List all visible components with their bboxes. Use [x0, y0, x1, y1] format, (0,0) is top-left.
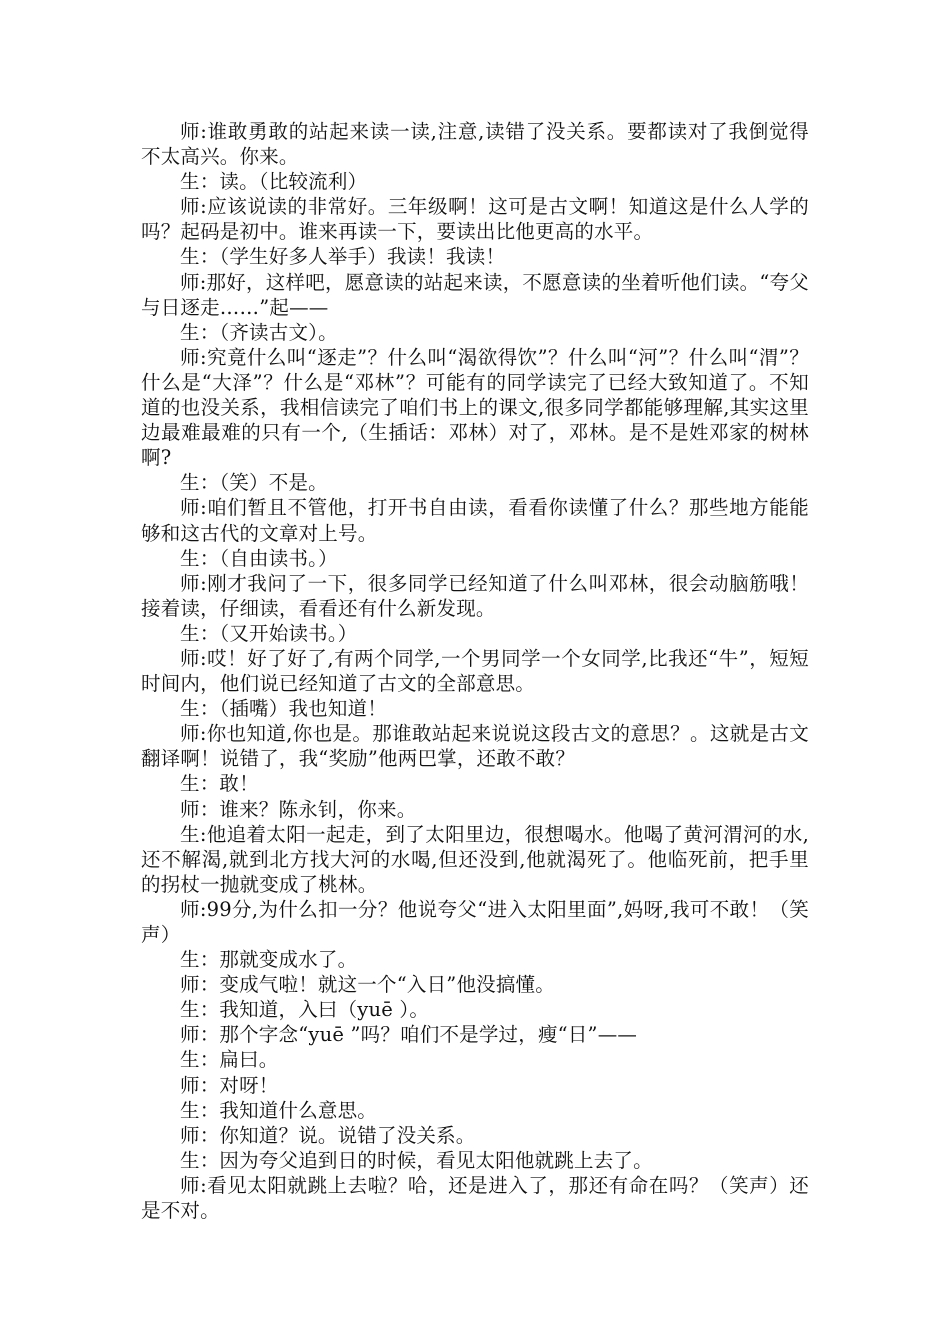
- paragraph-27: 师：你知道？说。说错了没关系。: [180, 1123, 476, 1147]
- paragraph-14: 生：（插嘴）我也知道！: [180, 697, 387, 721]
- paragraph-11: 师:刚才我问了一下，很多同学已经知道了什么叫邓林，很会动脑筋哦！接着读，仔细读，看看还有什么新发现。: [141, 571, 809, 620]
- paragraph-29: 师:看见太阳就跳上去啦？哈，还是进入了，那还有命在吗？（笑声）还是不对。: [141, 1173, 809, 1223]
- paragraph-12: 生：（又开始读书。）: [180, 621, 358, 645]
- paragraph-21: 师：变成气啦！就这一个“入日”他没搞懂。: [180, 973, 555, 997]
- paragraph-3: 师:应该说读的非常好。三年级啊！这可是古文啊！知道这是什么人学的吗？起码是初中。谁来再读一下，要读出比他更高的水平。: [141, 195, 809, 244]
- paragraph-15: 师:你也知道,你也是。那谁敢站起来说说这段古文的意思？。这就是古文翻译啊！说错了，我“奖励”他两巴掌，还敢不敢？: [141, 722, 809, 771]
- paragraph-7: 师:究竟什么叫“逐走”？什么叫“渴欲得饮”？什么叫“河”？什么叫“渭”？什么是“大泽”？什么是“邓林”？可能有的同学读完了已经大致知道了。不知道的也没关系，我相信读完了咱们书上的课文,很多同学都能够理解,其实这里边最难最难的只有一个,（生插话：邓林）对了，邓林。是不是姓邓家的树林啊?: [141, 345, 809, 470]
- paragraph-8: 生：（笑）不是。: [180, 471, 328, 495]
- paragraph-13: 师:哎！好了好了,有两个同学,一个男同学一个女同学,比我还“牛”，短短时间内，他们说已经知道了古文的全部意思。: [141, 646, 809, 696]
- paragraph-19: 师:99分,为什么扣一分？他说夸父“进入太阳里面”,妈呀,我可不敢！（笑声）: [141, 897, 809, 946]
- paragraph-24: 生：扁曰。: [180, 1048, 279, 1072]
- document-page: [141, 119, 809, 1223]
- paragraph-20: 生：那就变成水了。: [180, 948, 358, 972]
- paragraph-10: 生：（自由读书。）: [180, 546, 338, 570]
- paragraph-6: 生：（齐读古文）。: [180, 320, 338, 344]
- paragraph-18: 生:他追着太阳一起走，到了太阳里边，很想喝水。他喝了黄河渭河的水,还不解渴,就到北方找大河的水喝,但还没到,他就渴死了。他临死前，把手里的拐杖一抛就变成了桃林。: [141, 822, 809, 896]
- paragraph-25: 师：对呀！: [180, 1073, 279, 1097]
- paragraph-17: 师：谁来？陈永钊，你来。: [180, 797, 417, 821]
- paragraph-22: 生：我知道，入曰（yuē ）。: [180, 998, 430, 1022]
- paragraph-5: 师:那好，这样吧，愿意读的站起来读，不愿意读的坐着听他们读。“夸父与日逐走……”起——: [141, 270, 809, 319]
- paragraph-16: 生：敢！: [180, 772, 259, 796]
- paragraph-9: 师:咱们暂且不管他，打开书自由读，看看你读懂了什么？那些地方能能够和这古代的文章对上号。: [141, 496, 809, 545]
- paragraph-2: 生：读。（比较流利）: [180, 170, 368, 194]
- paragraph-28: 生：因为夸父追到日的时候，看见太阳他就跳上去了。: [180, 1148, 653, 1172]
- paragraph-1: 师:谁敢勇敢的站起来读一读,注意,读错了没关系。要都读对了我倒觉得不太高兴。你来。: [141, 120, 809, 169]
- paragraph-4: 生：（学生好多人举手）我读！我读！: [180, 245, 506, 269]
- paragraph-23: 师：那个字念“yuē ”吗？咱们不是学过，瘦“日”——: [180, 1023, 638, 1047]
- paragraph-26: 生：我知道什么意思。: [180, 1098, 378, 1122]
